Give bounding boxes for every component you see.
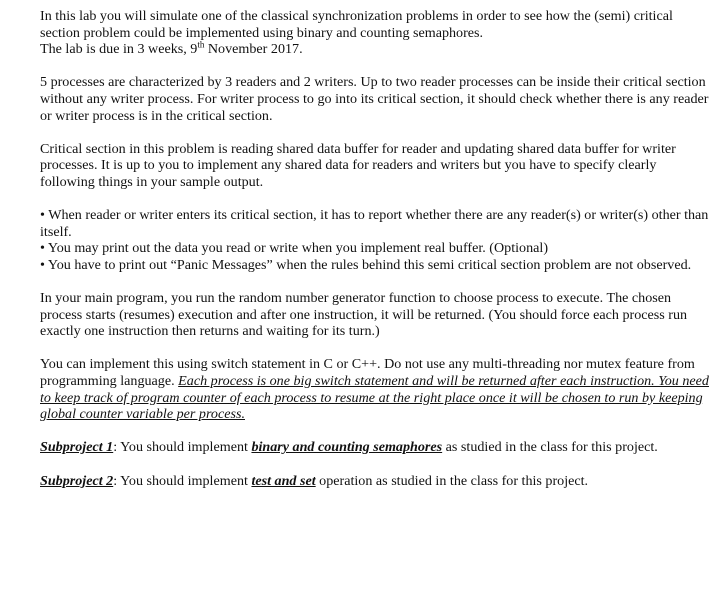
bullet-item-report: • When reader or writer enters its critical section, it has to report whether there are any reader(s) or writer(s) other than itself.	[40, 207, 709, 240]
implementation-paragraph	[40, 356, 710, 422]
subproject-1-label: Subproject 1	[40, 439, 114, 456]
due-date-suffix: November 2017.	[204, 41, 303, 58]
critical-section-paragraph: Critical section in this problem is reading shared data buffer for reader and updating shared data buffer for writer processes. It is up to you to implement any shared data for readers and writers but you have to specify clearly following things in your sample output.	[40, 140, 676, 190]
lab-document	[40, 8, 710, 489]
subproject-2-label: Subproject 2	[40, 472, 114, 489]
bullet-list	[40, 207, 710, 273]
bullet-item-print-data: • You may print out the data you read or write when you implement real buffer. (Optional)	[40, 240, 549, 257]
implementation-text: You can implement this using switch statement in C or C++. Do not use any multi-threading nor mutex feature from programming language.	[40, 356, 695, 390]
subproject-2-paragraph	[40, 473, 710, 490]
subproject-1-paragraph	[40, 439, 710, 456]
subproject-2-text-before: : You should implement	[113, 472, 252, 489]
subproject-1-text-before: : You should implement	[113, 439, 252, 456]
implementation-emphasis: Each process is one big switch statement and will be returned after each instruction. You need to keep track of program counter of each process to resume at the right place once it will be chosen to run by keeping global counter variable per process.	[40, 373, 709, 423]
intro-paragraph	[40, 8, 710, 58]
due-date-superscript: th	[197, 39, 205, 50]
subproject-1-emphasis: binary and counting semaphores	[251, 439, 443, 456]
due-date-prefix: The lab is due in 3 weeks, 9	[40, 41, 198, 58]
subproject-1-text-after: as studied in the class for this project.	[442, 439, 658, 456]
processes-paragraph: 5 processes are characterized by 3 readers and 2 writers. Up to two reader processes can be inside their critical section without any writer process. For writer process to go into its critical section, it should check whether there is any reader or writer process is in the critical section.	[40, 74, 709, 124]
bullet-item-panic-messages: • You have to print out “Panic Messages” when the rules behind this semi critical section problem are not observed.	[40, 256, 692, 273]
intro-text: In this lab you will simulate one of the classical synchronization problems in order to see how the (semi) critical section problem could be implemented using binary and counting semaphores.	[40, 8, 673, 41]
main-program-paragraph: In your main program, you run the random number generator function to choose process to execute. The chosen process starts (resumes) execution and after one instruction, it will be returned. (You should force each process run exactly one instruction then returns and waiting for its turn.)	[40, 290, 688, 340]
subproject-2-text-after: operation as studied in the class for this project.	[315, 472, 589, 489]
subproject-2-emphasis: test and set	[251, 472, 316, 489]
